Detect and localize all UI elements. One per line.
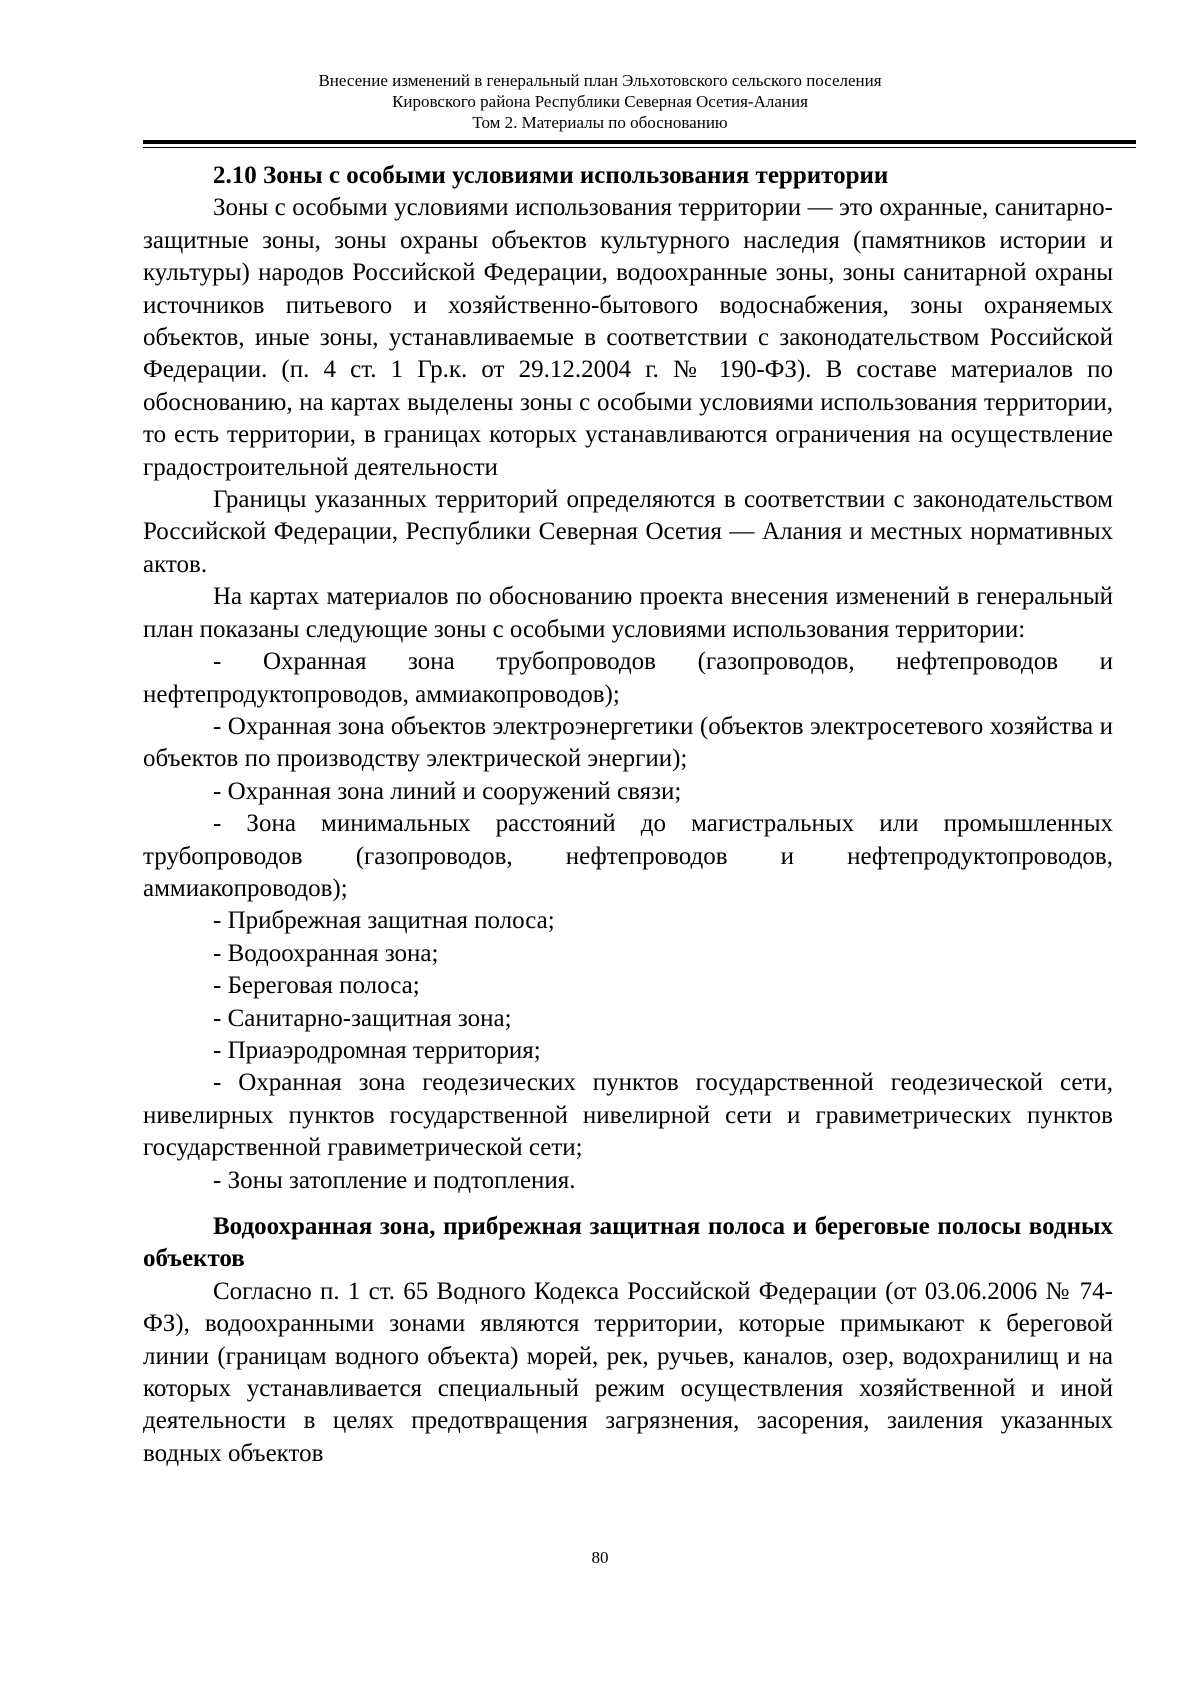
header-line-1: Внесение изменений в генеральный план Эльхотовского сельского поселения: [318, 71, 882, 90]
list-item: - Водоохранная зона;: [213, 939, 439, 967]
page-body: [143, 160, 1113, 1470]
section-title: 2.10 Зоны с особыми условиями использования территории: [213, 162, 889, 189]
paragraph: Согласно п. 1 ст. 65 Водного Кодекса Российской Федерации (от 03.06.2006 № 74-ФЗ), водоохранными зонами являются территории, которые примыкают к береговой линии (границам водного объекта) морей, рек, ручьев, каналов, озер, водохранилищ и на которых устанавливается специальный режим осуществления хозяйственной и иной деятельности в целях предотвращения загрязнения, засорения, заиления указанных водных объектов: [143, 1277, 1113, 1467]
paragraph: Границы указанных территорий определяются в соответствии с законодательством Российской Федерации, Республики Северная Осетия — Алания и местных нормативных актов.: [143, 486, 1113, 578]
header-rule-thick: [143, 140, 1136, 144]
paragraph: На картах материалов по обоснованию проекта внесения изменений в генеральный план показаны следующие зоны с особыми условиями использования территории:: [143, 583, 1113, 643]
list-item: - Зона минимальных расстояний до магистральных или промышленных трубопроводов (газопроводов, нефтепроводов и нефтепродуктопроводов, аммиакопроводов);: [143, 810, 1113, 902]
header-line-2: Кировского района Республики Северная Осетия-Алания: [392, 92, 808, 111]
paragraph: Зоны с особыми условиями использования территории — это охранные, санитарно-защитные зоны, зоны охраны объектов культурного наследия (памятников истории и культуры) народов Российской Федерации, водоохранные зоны, зоны санитарной охраны источников питьевого и хозяйственно-бытового водоснабжения, зоны охраняемых объектов, иные зоны, устанавливаемые в соответствии с законодательством Российской Федерации. (п. 4 ст. 1 Гр.к. от 29.12.2004 г. № 190-ФЗ). В составе материалов по обоснованию, на картах выделены зоны с особыми условиями использования территории, то есть территории, в границах которых устанавливаются ограничения на осуществление градостроительной деятельности: [143, 194, 1113, 481]
page-header: [0, 70, 1200, 133]
subsection-title: Водоохранная зона, прибрежная защитная полоса и береговые полосы водных объектов: [143, 1213, 1113, 1273]
spacer: [143, 1197, 1113, 1211]
list-item: - Охранная зона трубопроводов (газопроводов, нефтепроводов и нефтепродуктопроводов, аммиакопроводов);: [143, 648, 1113, 708]
header-line-3: Том 2. Материалы по обоснованию: [472, 113, 728, 132]
page-number: 80: [591, 1548, 609, 1567]
header-rule-thin: [143, 147, 1136, 148]
list-item: - Береговая полоса;: [213, 972, 420, 1000]
list-item: - Охранная зона линий и сооружений связи;: [213, 777, 682, 805]
list-item: - Зоны затопление и подтопления.: [213, 1166, 576, 1194]
list-item: - Охранная зона геодезических пунктов государственной геодезической сети, нивелирных пунктов государственной нивелирной сети и гравиметрических пунктов государственной гравиметрической сети;: [143, 1069, 1113, 1162]
list-item: - Санитарно-защитная зона;: [213, 1004, 512, 1032]
list-item: - Охранная зона объектов электроэнергетики (объектов электросетевого хозяйства и объектов по производству электрической энергии);: [143, 712, 1113, 773]
list-item: - Приаэродромная территория;: [213, 1036, 541, 1064]
list-item: - Прибрежная защитная полоса;: [213, 907, 555, 935]
